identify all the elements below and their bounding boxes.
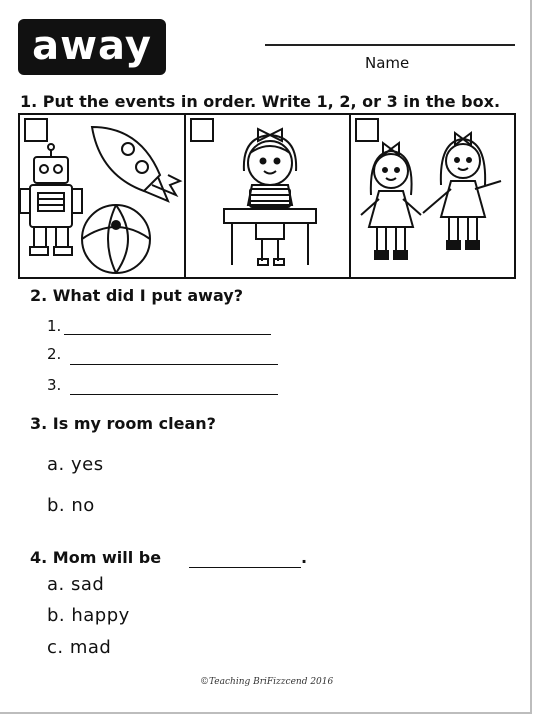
copyright-footer: ©Teaching BriFizzcend 2016	[200, 677, 334, 687]
answer-1-label: 1.	[47, 317, 62, 335]
sequence-panels	[18, 113, 516, 279]
answer-2-label: 2.	[47, 345, 62, 363]
panel-toys	[20, 115, 186, 277]
question-4-blank[interactable]	[189, 567, 301, 568]
answer-3-label: 3.	[47, 376, 62, 394]
title-banner	[18, 19, 166, 75]
question-4-period: .	[301, 548, 308, 567]
panel-dolls	[351, 115, 514, 277]
answer-3-line[interactable]	[70, 394, 278, 395]
answer-1-line[interactable]	[64, 334, 271, 335]
question-3-choice-b[interactable]: b. no	[47, 495, 95, 516]
question-4-choice-b[interactable]: b. happy	[47, 605, 130, 626]
panel-2-number-box[interactable]	[190, 118, 214, 142]
panel-girl-desk	[186, 115, 351, 277]
question-2-prompt: 2. What did I put away?	[30, 286, 243, 305]
question-3-prompt: 3. Is my room clean?	[30, 414, 216, 433]
panel-3-number-box[interactable]	[355, 118, 379, 142]
name-label: Name	[365, 54, 410, 72]
answer-2-line[interactable]	[70, 364, 278, 365]
question-4-prompt: 4. Mom will be	[30, 548, 162, 567]
question-4-choice-a[interactable]: a. sad	[47, 574, 105, 595]
question-4-choice-c[interactable]: c. mad	[47, 637, 112, 658]
name-field-line[interactable]	[265, 44, 515, 46]
question-1-prompt: 1. Put the events in order. Write 1, 2, or 3 in the box.	[20, 92, 501, 111]
question-3-choice-a[interactable]: a. yes	[47, 454, 104, 475]
panel-1-number-box[interactable]	[24, 118, 48, 142]
title-word: away	[32, 23, 152, 69]
